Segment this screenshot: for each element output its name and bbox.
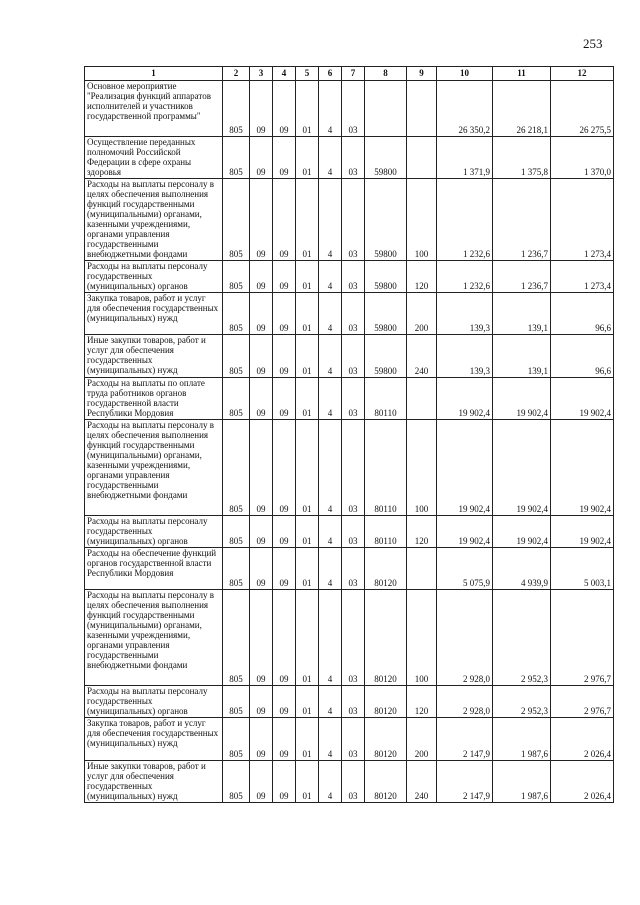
table-row: [85, 761, 614, 803]
code-cell: 03: [342, 420, 365, 516]
code-cell: 09: [273, 81, 296, 137]
code-cell: 59800: [365, 335, 407, 378]
code-cell: 4: [319, 81, 342, 137]
amount-cell: 1 375,8: [493, 137, 551, 179]
code-cell: 03: [342, 761, 365, 803]
amount-cell: 19 902,4: [437, 420, 493, 516]
amount-cell: 96,6: [551, 335, 614, 378]
code-cell: 09: [250, 335, 273, 378]
code-cell: 09: [250, 420, 273, 516]
code-cell: 240: [407, 761, 437, 803]
column-header: 11: [493, 67, 551, 81]
code-cell: 03: [342, 81, 365, 137]
code-cell: 59800: [365, 179, 407, 261]
code-cell: 01: [296, 761, 319, 803]
code-cell: 09: [273, 179, 296, 261]
code-cell: 80120: [365, 761, 407, 803]
code-cell: 03: [342, 548, 365, 590]
column-header: 3: [250, 67, 273, 81]
amount-cell: 139,1: [493, 335, 551, 378]
code-cell: 4: [319, 420, 342, 516]
code-cell: 09: [273, 137, 296, 179]
amount-cell: 2 976,7: [551, 590, 614, 686]
table-row: [85, 718, 614, 761]
code-cell: 09: [273, 293, 296, 335]
column-header: 4: [273, 67, 296, 81]
row-name-cell: Расходы на выплаты персоналу в целях обеспечения выполнения функций государственными (муниципальными) органами, казенными учреждениями, органами управления государственными внебюджетными фондами: [85, 590, 223, 686]
code-cell: 805: [223, 179, 250, 261]
code-cell: 01: [296, 718, 319, 761]
code-cell: 01: [296, 261, 319, 293]
table-row: [85, 420, 614, 516]
amount-cell: 2 147,9: [437, 718, 493, 761]
amount-cell: 1 236,7: [493, 179, 551, 261]
table-row: [85, 686, 614, 718]
amount-cell: 2 952,3: [493, 590, 551, 686]
code-cell: 01: [296, 179, 319, 261]
amount-cell: 1 236,7: [493, 261, 551, 293]
code-cell: [407, 548, 437, 590]
table-row: [85, 179, 614, 261]
amount-cell: 19 902,4: [551, 516, 614, 548]
code-cell: 4: [319, 261, 342, 293]
code-cell: 01: [296, 378, 319, 420]
code-cell: 09: [273, 548, 296, 590]
code-cell: 80120: [365, 686, 407, 718]
column-header: 2: [223, 67, 250, 81]
table-row: [85, 81, 614, 137]
amount-cell: 26 275,5: [551, 81, 614, 137]
amount-cell: 1 232,6: [437, 261, 493, 293]
code-cell: 03: [342, 686, 365, 718]
table-row: [85, 378, 614, 420]
row-name-cell: Расходы на выплаты персоналу государственных (муниципальных) органов: [85, 261, 223, 293]
row-name-cell: Закупка товаров, работ и услуг для обеспечения государственных (муниципальных) нужд: [85, 718, 223, 761]
code-cell: 80120: [365, 590, 407, 686]
code-cell: 03: [342, 137, 365, 179]
code-cell: 01: [296, 516, 319, 548]
table-row: [85, 261, 614, 293]
amount-cell: 2 928,0: [437, 686, 493, 718]
code-cell: 59800: [365, 137, 407, 179]
code-cell: 805: [223, 293, 250, 335]
amount-cell: 1 232,6: [437, 179, 493, 261]
code-cell: 09: [273, 261, 296, 293]
row-name-cell: Иные закупки товаров, работ и услуг для обеспечения государственных (муниципальных) нужд: [85, 761, 223, 803]
code-cell: 805: [223, 335, 250, 378]
code-cell: 805: [223, 686, 250, 718]
code-cell: 03: [342, 293, 365, 335]
code-cell: 09: [273, 378, 296, 420]
code-cell: 03: [342, 378, 365, 420]
code-cell: 09: [250, 590, 273, 686]
budget-table: [84, 66, 614, 803]
amount-cell: 19 902,4: [493, 420, 551, 516]
table-row: [85, 293, 614, 335]
code-cell: 03: [342, 590, 365, 686]
code-cell: 09: [273, 420, 296, 516]
code-cell: 01: [296, 137, 319, 179]
code-cell: 09: [250, 378, 273, 420]
code-cell: 4: [319, 590, 342, 686]
code-cell: 09: [273, 761, 296, 803]
page-number: 253: [583, 36, 603, 51]
code-cell: 09: [273, 590, 296, 686]
column-header: 7: [342, 67, 365, 81]
code-cell: 4: [319, 378, 342, 420]
table-body: [85, 81, 614, 803]
row-name-cell: Расходы на обеспечение функций органов государственной власти Республики Мордовия: [85, 548, 223, 590]
code-cell: 4: [319, 179, 342, 261]
amount-cell: 19 902,4: [493, 516, 551, 548]
amount-cell: 139,3: [437, 293, 493, 335]
amount-cell: 19 902,4: [493, 378, 551, 420]
row-name-cell: Расходы на выплаты персоналу в целях обеспечения выполнения функций государственными (муниципальными) органами, казенными учреждениями, органами управления государственными внебюджетными фондами: [85, 420, 223, 516]
code-cell: 4: [319, 335, 342, 378]
code-cell: 805: [223, 516, 250, 548]
code-cell: [407, 378, 437, 420]
code-cell: 4: [319, 548, 342, 590]
amount-cell: 4 939,9: [493, 548, 551, 590]
code-cell: 805: [223, 761, 250, 803]
column-header: 5: [296, 67, 319, 81]
amount-cell: 139,3: [437, 335, 493, 378]
table-row: [85, 590, 614, 686]
code-cell: 805: [223, 548, 250, 590]
code-cell: [365, 81, 407, 137]
code-cell: 80120: [365, 548, 407, 590]
column-header: 9: [407, 67, 437, 81]
amount-cell: 2 952,3: [493, 686, 551, 718]
code-cell: 09: [250, 516, 273, 548]
code-cell: 01: [296, 293, 319, 335]
code-cell: 09: [273, 686, 296, 718]
code-cell: 120: [407, 686, 437, 718]
code-cell: 240: [407, 335, 437, 378]
column-header: 1: [85, 67, 223, 81]
code-cell: 01: [296, 548, 319, 590]
code-cell: 805: [223, 137, 250, 179]
amount-cell: 1 987,6: [493, 761, 551, 803]
code-cell: 100: [407, 590, 437, 686]
table-header: [85, 67, 614, 81]
code-cell: 09: [250, 686, 273, 718]
code-cell: 01: [296, 335, 319, 378]
code-cell: 4: [319, 293, 342, 335]
code-cell: 805: [223, 378, 250, 420]
amount-cell: 1 273,4: [551, 261, 614, 293]
code-cell: 09: [250, 179, 273, 261]
code-cell: 80110: [365, 516, 407, 548]
code-cell: 09: [273, 516, 296, 548]
row-name-cell: Закупка товаров, работ и услуг для обеспечения государственных (муниципальных) нужд: [85, 293, 223, 335]
code-cell: 01: [296, 81, 319, 137]
table-row: [85, 516, 614, 548]
code-cell: 4: [319, 686, 342, 718]
code-cell: 09: [273, 718, 296, 761]
code-cell: 200: [407, 293, 437, 335]
code-cell: 200: [407, 718, 437, 761]
amount-cell: 139,1: [493, 293, 551, 335]
amount-cell: 1 273,4: [551, 179, 614, 261]
code-cell: 09: [250, 761, 273, 803]
code-cell: [407, 81, 437, 137]
amount-cell: 1 370,0: [551, 137, 614, 179]
code-cell: 03: [342, 718, 365, 761]
code-cell: 4: [319, 718, 342, 761]
code-cell: 120: [407, 516, 437, 548]
code-cell: 4: [319, 516, 342, 548]
amount-cell: 5 075,9: [437, 548, 493, 590]
code-cell: 03: [342, 516, 365, 548]
column-header: 12: [551, 67, 614, 81]
code-cell: 805: [223, 420, 250, 516]
row-name-cell: Расходы на выплаты по оплате труда работников органов государственной власти Республики Мордовия: [85, 378, 223, 420]
row-name-cell: Расходы на выплаты персоналу государственных (муниципальных) органов: [85, 686, 223, 718]
code-cell: 100: [407, 420, 437, 516]
code-cell: 09: [250, 293, 273, 335]
code-cell: 09: [250, 261, 273, 293]
amount-cell: 26 218,1: [493, 81, 551, 137]
column-header: 6: [319, 67, 342, 81]
code-cell: [407, 137, 437, 179]
code-cell: 09: [250, 718, 273, 761]
row-name-cell: Расходы на выплаты персоналу государственных (муниципальных) органов: [85, 516, 223, 548]
code-cell: 59800: [365, 293, 407, 335]
row-name-cell: Основное мероприятие "Реализация функций аппаратов исполнителей и участников государственной программы": [85, 81, 223, 137]
code-cell: 4: [319, 137, 342, 179]
row-name-cell: Иные закупки товаров, работ и услуг для обеспечения государственных (муниципальных) нужд: [85, 335, 223, 378]
amount-cell: 19 902,4: [437, 378, 493, 420]
code-cell: 100: [407, 179, 437, 261]
code-cell: 09: [273, 335, 296, 378]
row-name-cell: Расходы на выплаты персоналу в целях обеспечения выполнения функций государственными (муниципальными) органами, казенными учреждениями, органами управления государственными внебюджетными фондами: [85, 179, 223, 261]
amount-cell: 2 026,4: [551, 761, 614, 803]
amount-cell: 19 902,4: [551, 420, 614, 516]
code-cell: 805: [223, 590, 250, 686]
code-cell: 03: [342, 335, 365, 378]
table-row: [85, 137, 614, 179]
code-cell: 80110: [365, 420, 407, 516]
amount-cell: 1 987,6: [493, 718, 551, 761]
amount-cell: 5 003,1: [551, 548, 614, 590]
amount-cell: 19 902,4: [551, 378, 614, 420]
column-header: 8: [365, 67, 407, 81]
code-cell: 805: [223, 261, 250, 293]
amount-cell: 19 902,4: [437, 516, 493, 548]
code-cell: 805: [223, 718, 250, 761]
code-cell: 09: [250, 81, 273, 137]
amount-cell: 1 371,9: [437, 137, 493, 179]
row-name-cell: Осуществление переданных полномочий Российской Федерации в сфере охраны здоровья: [85, 137, 223, 179]
column-header: 10: [437, 67, 493, 81]
code-cell: 09: [250, 548, 273, 590]
code-cell: 805: [223, 81, 250, 137]
table-row: [85, 335, 614, 378]
code-cell: 01: [296, 590, 319, 686]
code-cell: 01: [296, 686, 319, 718]
amount-cell: 2 976,7: [551, 686, 614, 718]
code-cell: 09: [250, 137, 273, 179]
amount-cell: 2 147,9: [437, 761, 493, 803]
code-cell: 01: [296, 420, 319, 516]
code-cell: 80110: [365, 378, 407, 420]
amount-cell: 2 026,4: [551, 718, 614, 761]
amount-cell: 2 928,0: [437, 590, 493, 686]
code-cell: 80120: [365, 718, 407, 761]
code-cell: 4: [319, 761, 342, 803]
amount-cell: 26 350,2: [437, 81, 493, 137]
code-cell: 03: [342, 261, 365, 293]
code-cell: 03: [342, 179, 365, 261]
code-cell: 120: [407, 261, 437, 293]
code-cell: 59800: [365, 261, 407, 293]
amount-cell: 96,6: [551, 293, 614, 335]
table-row: [85, 548, 614, 590]
